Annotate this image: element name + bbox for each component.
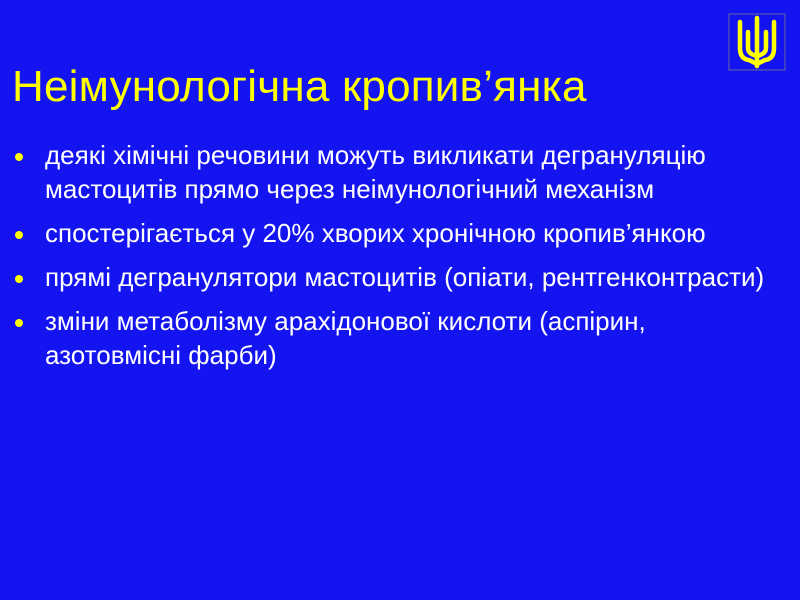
bullet-item — [12, 304, 782, 372]
bullet-text: зміни метаболізму арахідонової кислоти (аспірин, азотовмісні фарби) — [45, 306, 646, 370]
bullet-item — [12, 216, 782, 250]
bullet-text: спостерігається у 20% хворих хронічною кропив’янкою — [45, 218, 706, 248]
bullet-dot-icon — [15, 231, 23, 239]
bullet-dot-icon — [15, 153, 23, 161]
bullet-text: деякі хімічні речовини можуть викликати дегрануляцію мастоцитів прямо через неімунологічний механізм — [45, 140, 706, 204]
bullet-dot-icon — [15, 275, 23, 283]
bullet-dot-icon — [15, 319, 23, 327]
slide-title: Неімунологічна кропив’янка — [12, 62, 587, 111]
bullet-list — [12, 138, 782, 382]
trident-emblem-icon — [727, 12, 787, 72]
bullet-item — [12, 260, 782, 294]
bullet-item — [12, 138, 782, 206]
bullet-text: прямі дегранулятори мастоцитів (опіати, рентгенконтрасти) — [45, 262, 765, 292]
